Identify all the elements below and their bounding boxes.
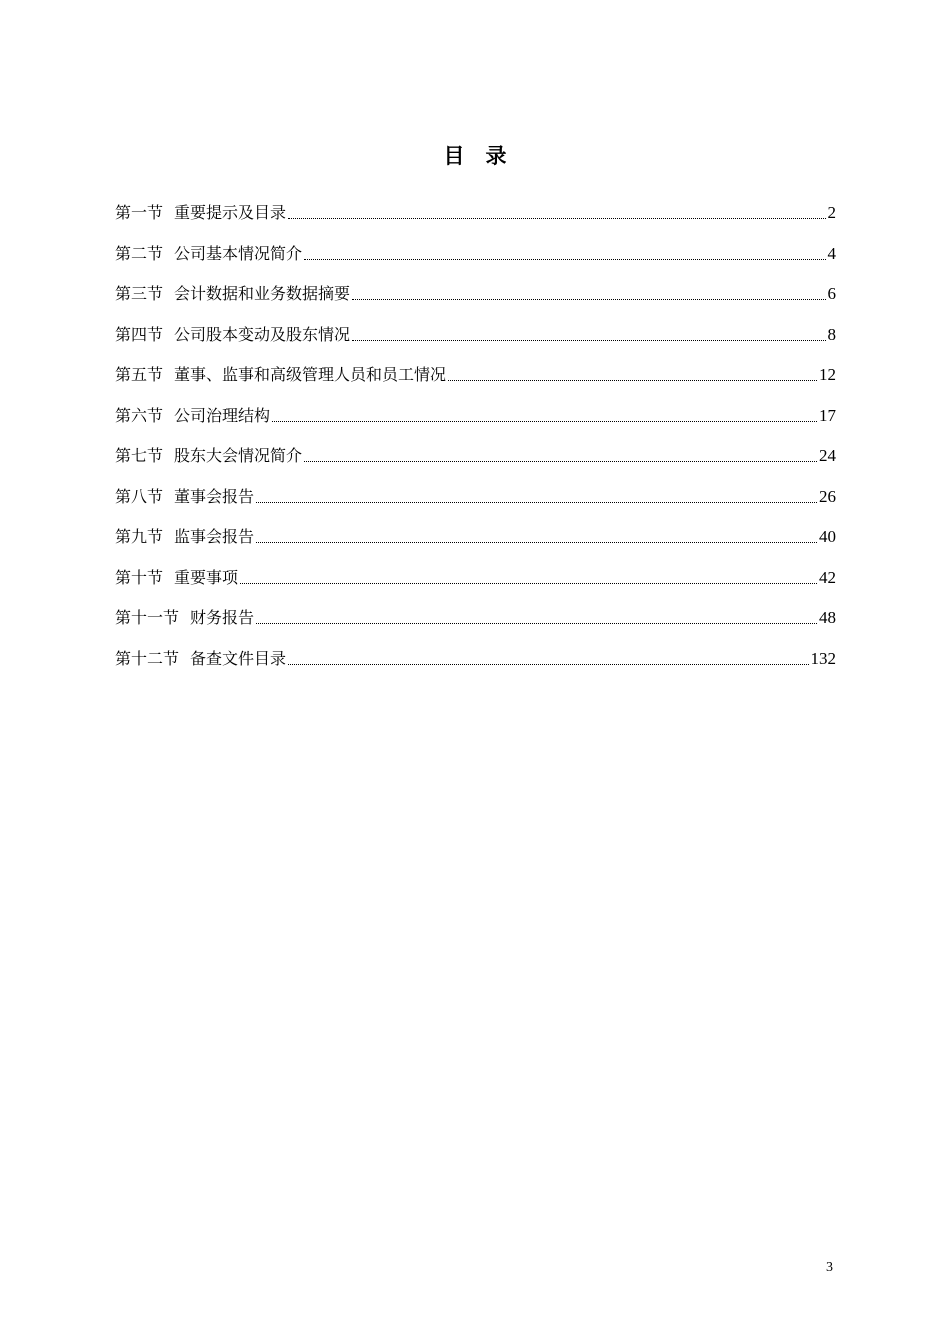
toc-dot-leader [288, 199, 825, 227]
toc-section-number: 第六节 [115, 405, 164, 425]
toc-section-number: 第十一节 [115, 608, 180, 627]
toc-section-title: 备查文件目录 [190, 648, 287, 668]
toc-page-number: 6 [827, 284, 836, 303]
toc-label [115, 402, 270, 430]
toc-label [115, 523, 254, 551]
toc-entry[interactable] [115, 604, 836, 645]
toc-entry[interactable] [115, 361, 836, 402]
page-title: 目 录 [443, 144, 507, 168]
toc-dot-leader [352, 321, 825, 349]
toc-section-title: 董事会报告 [174, 486, 255, 506]
toc-label [115, 645, 286, 673]
toc-section-number: 第三节 [115, 284, 164, 303]
toc-section-number: 第一节 [115, 203, 164, 222]
toc-page-number: 40 [819, 527, 836, 546]
toc-dot-leader [288, 645, 808, 673]
toc-label [115, 199, 286, 227]
toc-entry[interactable] [115, 645, 836, 686]
toc-section-number: 第十节 [115, 567, 164, 587]
toc-entry[interactable] [115, 280, 836, 321]
toc-page-number: 2 [827, 203, 836, 222]
page-footer-number: 3 [826, 1260, 833, 1275]
toc-label [115, 361, 446, 389]
toc-entry[interactable] [115, 402, 836, 443]
toc-label [115, 321, 350, 349]
toc-section-number: 第二节 [115, 243, 164, 263]
toc-page-number: 4 [827, 243, 836, 263]
toc-dot-leader [304, 240, 825, 268]
toc-section-title: 董事、监事和高级管理人员和员工情况 [174, 365, 447, 384]
toc-section-number: 第七节 [115, 446, 164, 465]
toc-page-number: 48 [819, 608, 836, 627]
toc-section-title: 公司股本变动及股东情况 [174, 324, 351, 344]
toc-dot-leader [352, 280, 825, 308]
toc-page-number: 42 [819, 567, 836, 587]
toc-entry[interactable] [115, 523, 836, 564]
toc-section-title: 公司治理结构 [174, 405, 271, 425]
toc-section-title: 重要事项 [174, 567, 239, 587]
toc-section-number: 第五节 [115, 365, 164, 384]
toc-section-title: 公司基本情况简介 [174, 243, 303, 263]
toc-section-number: 第四节 [115, 324, 164, 344]
toc-dot-leader [256, 523, 817, 551]
toc-page-number: 26 [819, 486, 836, 506]
toc-section-title: 股东大会情况简介 [174, 446, 303, 465]
toc-section-title: 监事会报告 [174, 527, 255, 546]
toc-section-number: 第八节 [115, 486, 164, 506]
toc-entry[interactable] [115, 321, 836, 362]
toc-label [115, 483, 254, 511]
toc-page-number: 24 [819, 446, 836, 465]
toc-dot-leader [256, 483, 817, 511]
toc-page-number: 132 [810, 648, 836, 668]
toc-dot-leader [448, 361, 817, 389]
toc-label [115, 442, 302, 470]
toc-dot-leader [304, 442, 817, 470]
toc-label [115, 240, 302, 268]
toc-entry[interactable] [115, 199, 836, 240]
toc-section-title: 财务报告 [190, 608, 255, 627]
toc-page-number: 8 [827, 324, 836, 344]
toc-dot-leader [272, 402, 817, 430]
toc-section-title: 重要提示及目录 [174, 203, 287, 222]
toc-section-title: 会计数据和业务数据摘要 [174, 284, 351, 303]
toc-section-number: 第十二节 [115, 648, 180, 668]
toc-dot-leader [256, 604, 817, 632]
table-of-contents [115, 199, 836, 685]
toc-entry[interactable] [115, 442, 836, 483]
toc-page-number: 12 [819, 365, 836, 384]
toc-page-number: 17 [819, 405, 836, 425]
toc-entry[interactable] [115, 483, 836, 524]
toc-dot-leader [240, 564, 817, 592]
toc-label [115, 280, 350, 308]
toc-entry[interactable] [115, 564, 836, 605]
toc-section-number: 第九节 [115, 527, 164, 546]
toc-label [115, 564, 238, 592]
toc-entry[interactable] [115, 240, 836, 281]
toc-label [115, 604, 254, 632]
